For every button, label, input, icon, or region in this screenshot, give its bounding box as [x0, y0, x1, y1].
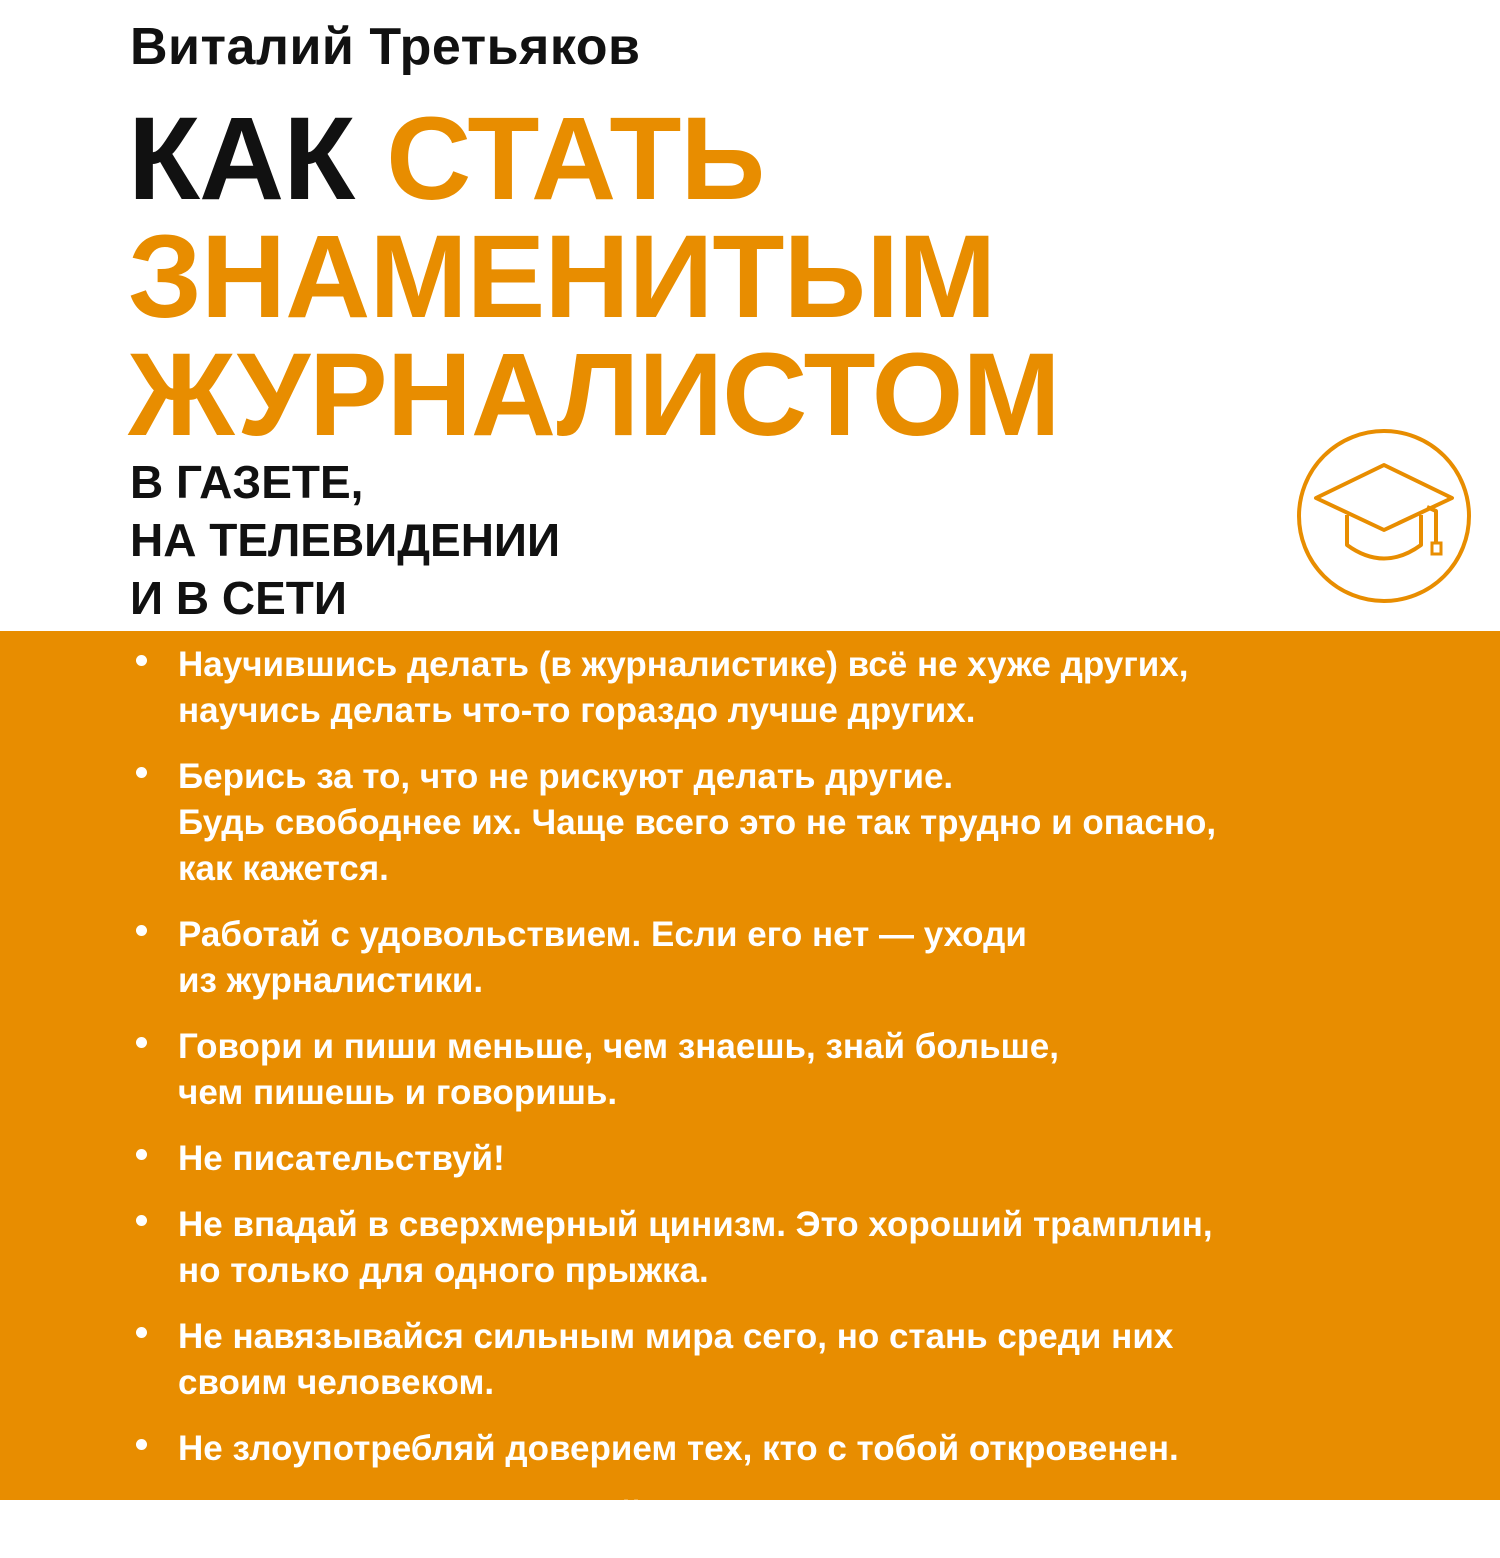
subtitle-line-3: И В СЕТИ [130, 572, 347, 624]
advice-item [0, 1024, 1500, 1116]
advice-text-line: Будь свободнее их. Чаще всего это не так трудно и опасно, [178, 803, 1217, 842]
book-subtitle [130, 453, 560, 627]
advice-text-line: Не злоупотребляй доверием тех, кто с тобой откровенен. [178, 1429, 1179, 1468]
advice-item [0, 1136, 1500, 1182]
advice-text-line: Говори и пиши меньше, чем знаешь, знай больше, [178, 1027, 1059, 1066]
title-line-1 [128, 93, 1060, 225]
bullet-dot-icon [136, 1505, 147, 1516]
graduation-cap-icon [1295, 427, 1473, 605]
subtitle-line-1: В ГАЗЕТЕ, [130, 456, 364, 508]
advice-text-line: Берись за то, что не рискуют делать другие. [178, 757, 954, 796]
advice-item [0, 642, 1500, 734]
advice-text-line: чем пишешь и говоришь. [178, 1073, 618, 1112]
advice-item [0, 1492, 1500, 1538]
author-name: Виталий Третьяков [130, 18, 641, 76]
book-title [128, 93, 1060, 461]
title-word-stat: СТАТЬ [386, 93, 765, 225]
advice-text-line: Работай с удовольствием. Если его нет — уходи [178, 915, 1027, 954]
advice-text-line: из журналистики. [178, 961, 484, 1000]
subtitle-line-2: НА ТЕЛЕВИДЕНИИ [130, 514, 561, 566]
title-word-kak: КАК [128, 93, 355, 225]
bullet-dot-icon [136, 767, 147, 778]
bullet-dot-icon [136, 1215, 147, 1226]
bullet-dot-icon [136, 1037, 147, 1048]
bullet-dot-icon [136, 925, 147, 936]
bullet-dot-icon [136, 1149, 147, 1160]
title-line-3: ЖУРНАЛИСТОМ [128, 329, 1060, 461]
advice-text-line: Не писательствуй! [178, 1139, 505, 1178]
advice-text-line: но только для одного прыжка. [178, 1251, 709, 1290]
advice-item [0, 1202, 1500, 1294]
advice-list [0, 642, 1500, 1558]
advice-item [0, 1314, 1500, 1406]
advice-text-line: Суди свои тексты суровей, чем тексты других. Но не вслух. [178, 1495, 1222, 1534]
bullet-dot-icon [136, 655, 147, 666]
advice-item [0, 1426, 1500, 1472]
advice-text-line: своим человеком. [178, 1363, 495, 1402]
advice-item [0, 912, 1500, 1004]
advice-text-line: научись делать что-то гораздо лучше других. [178, 691, 976, 730]
bullet-dot-icon [136, 1327, 147, 1338]
advice-text-line: Не навязывайся сильным мира сего, но стань среди них [178, 1317, 1174, 1356]
advice-text-line: как кажется. [178, 849, 389, 888]
advice-item [0, 754, 1500, 892]
advice-text-line: Научившись делать (в журналистике) всё не хуже других, [178, 645, 1189, 684]
title-line-2: ЗНАМЕНИТЫМ [128, 211, 996, 343]
advice-text-line: Не впадай в сверхмерный цинизм. Это хороший трамплин, [178, 1205, 1213, 1244]
bullet-dot-icon [136, 1439, 147, 1450]
